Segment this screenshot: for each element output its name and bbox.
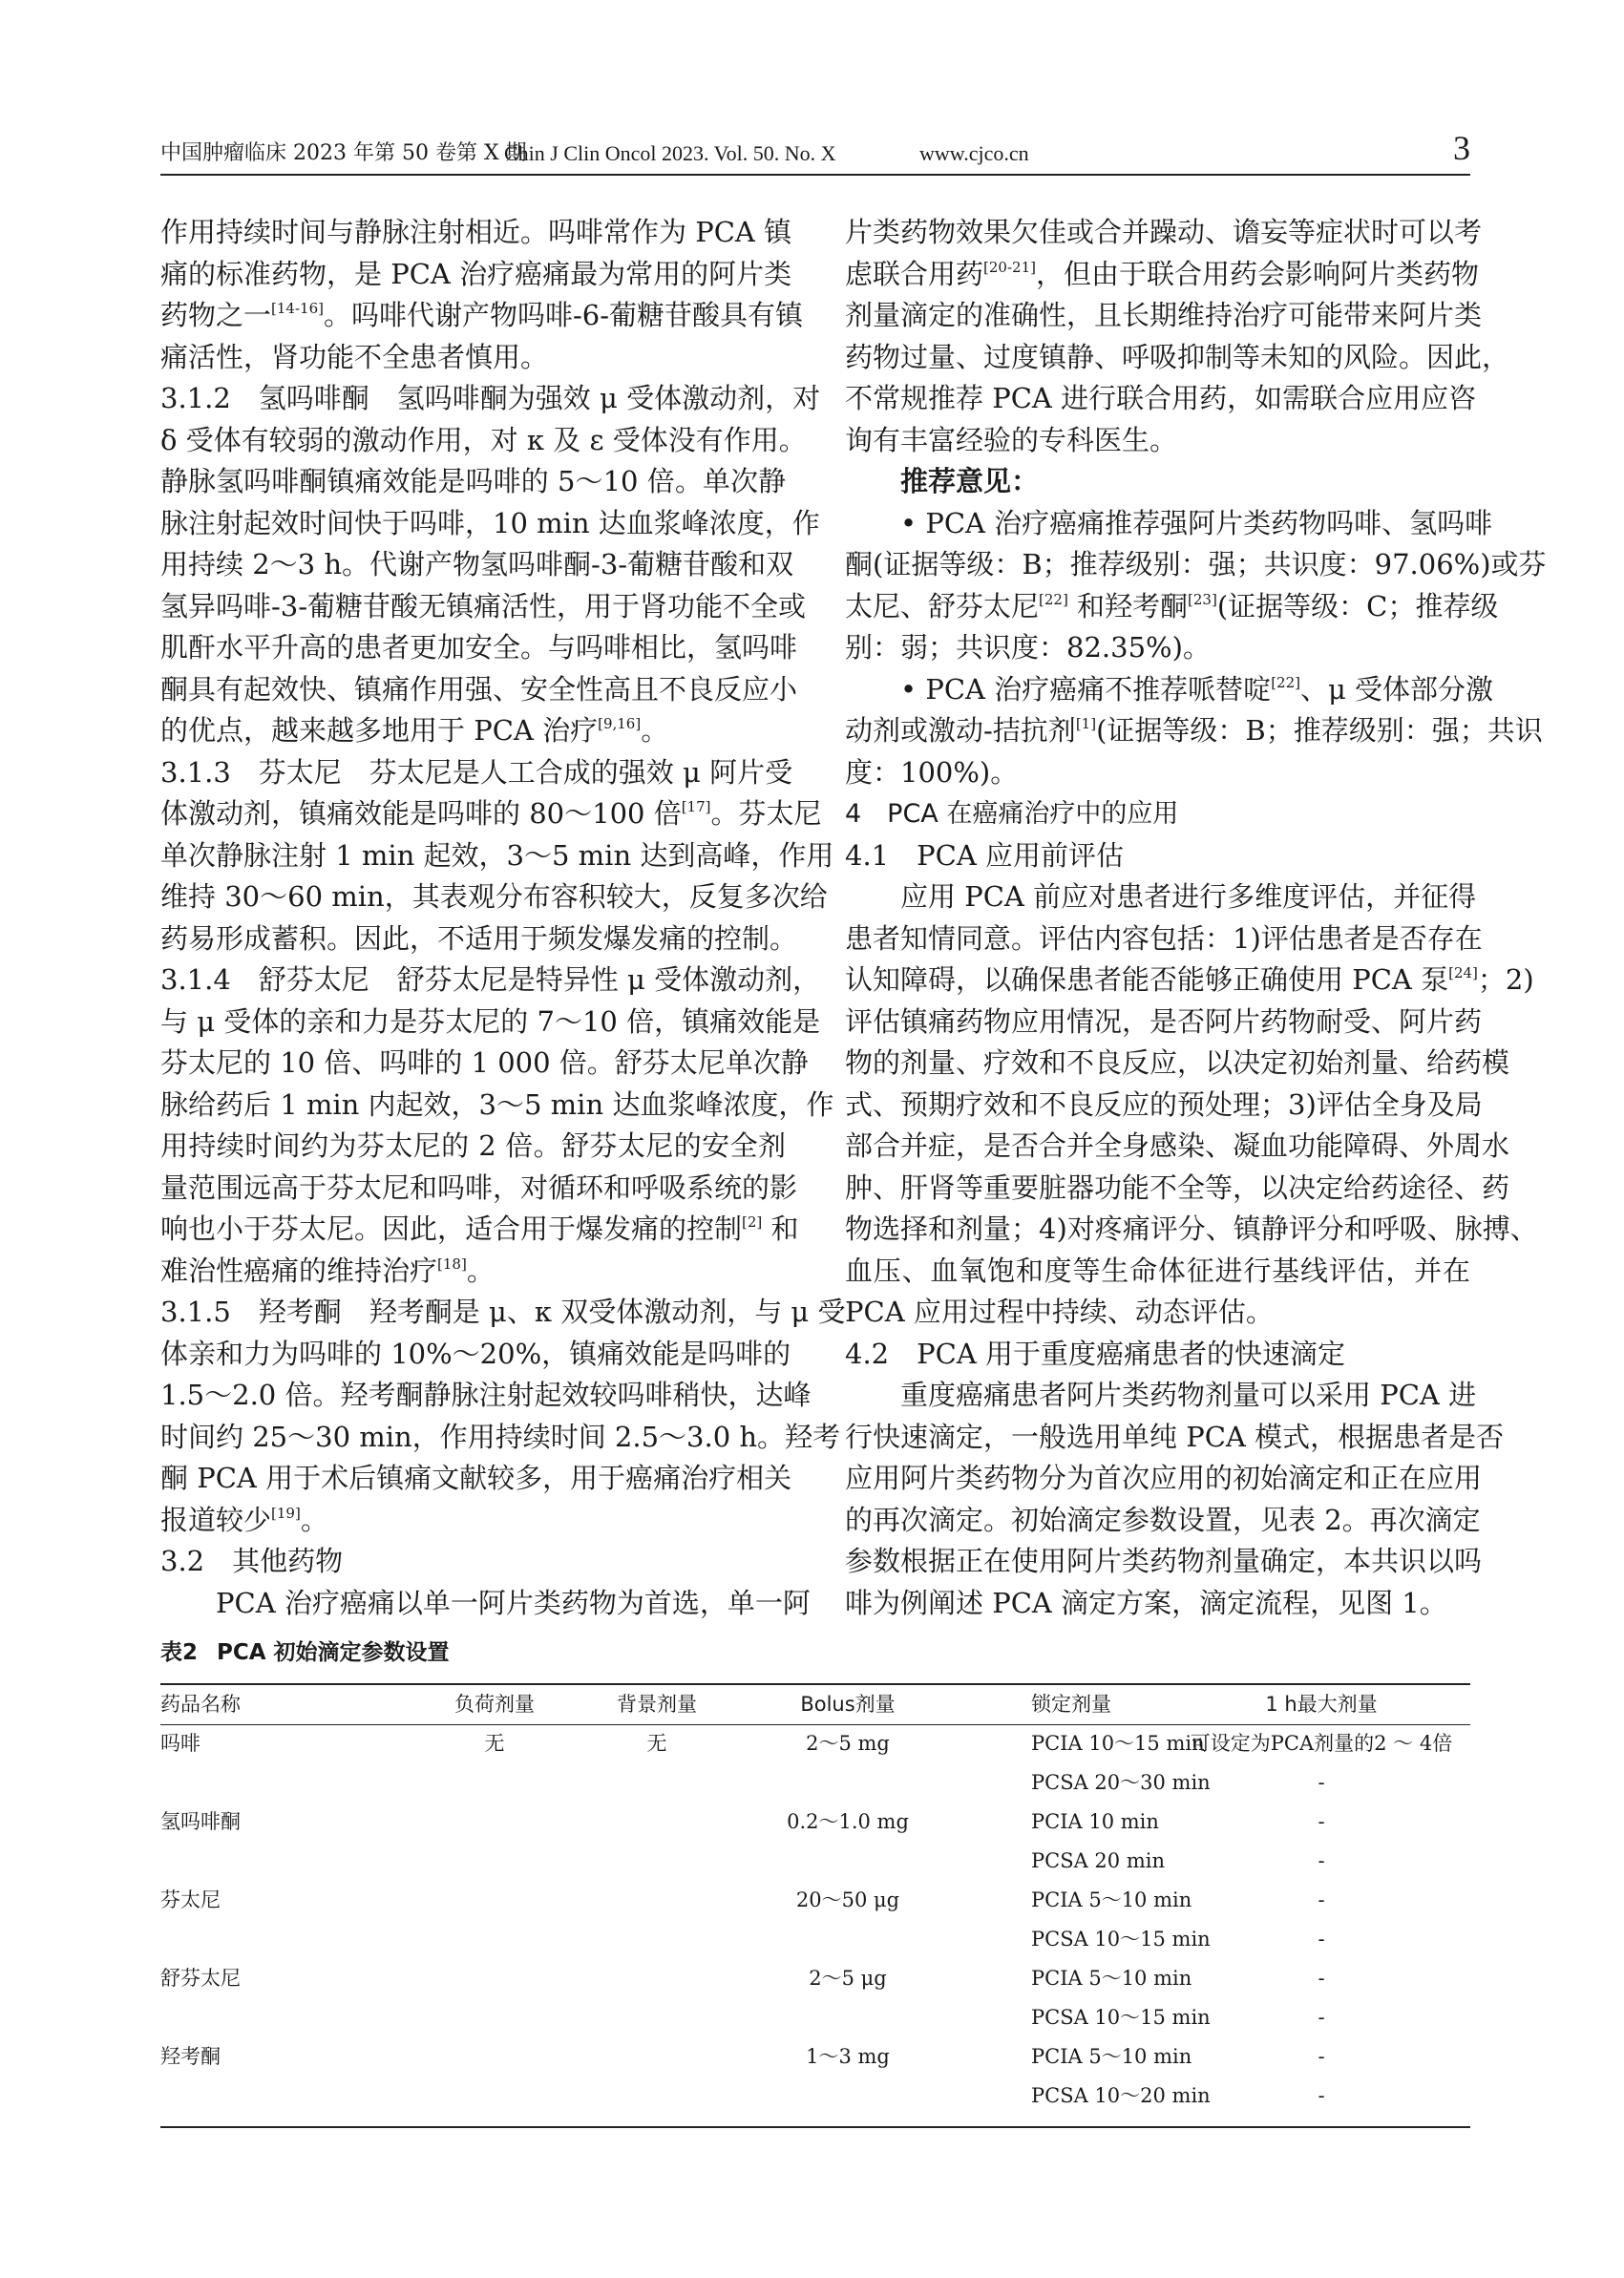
table-cell: PCSA 10～15 min [1031, 1928, 1211, 1951]
table-row [160, 1803, 1470, 1842]
line-text: 的优点，越来越多地用于 PCA 治疗 [160, 714, 599, 747]
text-line [160, 378, 821, 420]
line-text: 量范围远高于芬太尼和吗啡，对循环和呼吸系统的影 [160, 1171, 798, 1204]
citation-ref: [19] [271, 1504, 301, 1522]
line-text: 酮(证据等级：B；推荐级别：强；共识度：97.06%)或芬 [845, 548, 1547, 580]
line-text: 虑联合用药 [845, 257, 984, 290]
line-text: 报道较少 [160, 1503, 272, 1536]
right-column [845, 212, 1547, 1623]
table-cell: - [1318, 1810, 1325, 1833]
text-line [160, 1417, 841, 1459]
journal-title-cn: 中国肿瘤临床 2023 年第 50 卷第 X 期 [160, 141, 527, 165]
table-header-row [160, 1685, 1470, 1724]
column-header: 背景剂量 [617, 1693, 697, 1716]
table-cell: 芬太尼 [160, 1888, 221, 1911]
line-text: 和羟考酮 [1067, 589, 1189, 622]
text-line [160, 1168, 798, 1210]
line-text: PCA 应用过程中持续、动态评估。 [845, 1296, 1274, 1328]
line-text: 氢异吗啡-3-葡糖苷酸无镇痛活性，用于肾功能不全或 [160, 589, 807, 622]
table-cell: PCSA 20～30 min [1031, 1771, 1211, 1794]
text-line [845, 710, 1543, 752]
text-line [845, 503, 1493, 545]
line-text: 肌酐水平升高的患者更加安全。与吗啡相比，氢吗啡 [160, 631, 798, 664]
text-line [845, 378, 1477, 420]
line-text: 。 [466, 1254, 495, 1287]
citation-ref: [14-16] [271, 300, 324, 317]
line-text: 静脉氢吗啡酮镇痛效能是吗啡的 5～10 倍。单次静 [160, 465, 786, 497]
line-text: 应用阿片类药物分为首次应用的初始滴定和正在应用 [845, 1462, 1483, 1494]
text-line [160, 1334, 791, 1376]
table-title: PCA 初始滴定参数设置 [217, 1640, 450, 1665]
text-line [845, 835, 1470, 877]
line-text: 应用 PCA 前应对患者进行多维度评估，并征得 [900, 880, 1477, 913]
table-cell: - [1318, 1849, 1325, 1872]
line-text: 评估镇痛药物应用情况，是否阿片药物耐受、阿片药 [845, 1004, 1483, 1038]
line-text: 3.1.2 氢吗啡酮 氢吗啡酮为强效 μ 受体激动剂，对 [160, 382, 821, 414]
line-text: 血压、血氧饱和度等生命体征进行基线评估，并在 [845, 1254, 1470, 1287]
line-text: 酮 PCA 用于术后镇痛文献较多，用于癌痛治疗相关 [160, 1462, 792, 1494]
text-line [845, 1458, 1483, 1500]
column-header: 负荷剂量 [454, 1693, 535, 1716]
text-line [160, 1458, 792, 1500]
line-text: 1.5～2.0 倍。羟考酮静脉注射起效较吗啡稍快，达峰 [160, 1379, 812, 1411]
line-text: 患者知情同意。评估内容包括：1)评估患者是否存在 [845, 921, 1483, 955]
line-text: 。芬太尼 [710, 797, 822, 830]
table-cell: PCIA 10～15 min [1031, 1732, 1205, 1755]
line-text: PCA 治疗癌痛以单一阿片类药物为首选，单一阿 [216, 1586, 811, 1619]
line-text: • PCA 治疗癌痛推荐强阿片类药物吗啡、氢吗啡 [900, 506, 1493, 539]
text-line [845, 1583, 1470, 1625]
line-text: 药物过量、过度镇静、呼吸抑制等未知的风险。因此， [845, 340, 1510, 373]
text-line [160, 835, 834, 877]
line-text: 认知障碍，以确保患者能否能够正确使用 PCA 泵 [845, 963, 1449, 996]
line-text: 3.1.5 羟考酮 羟考酮是 μ、κ 双受体激动剂，与 μ 受 [160, 1296, 846, 1328]
column-header: 锁定剂量 [1031, 1693, 1111, 1716]
citation-ref: [20-21] [983, 258, 1036, 276]
line-text: 询有丰富经验的专科医生。 [845, 423, 1178, 456]
text-line [160, 461, 786, 503]
text-line [845, 1292, 1470, 1334]
citation-ref: [1] [1075, 715, 1097, 732]
line-text: 3.2 其他药物 [160, 1545, 344, 1577]
header-rule [160, 174, 1470, 176]
line-text: 和 [762, 1213, 799, 1245]
table-row [160, 2037, 1470, 2077]
line-text: 别：弱；共识度：82.35%)。 [845, 631, 1211, 664]
text-line [160, 1292, 846, 1334]
text-line [845, 212, 1483, 254]
line-text: 与 μ 受体的亲和力是芬太尼的 7～10 倍，镇痛效能是 [160, 1004, 821, 1038]
table-row [160, 1842, 1470, 1881]
journal-title-en: Chin J Clin Oncol 2023. Vol. 50. No. X [504, 141, 836, 165]
table-row [160, 1763, 1470, 1803]
line-text: 作用持续时间与静脉注射相近。吗啡常作为 PCA 镇 [160, 216, 792, 248]
text-line [160, 1085, 834, 1127]
text-line [845, 1168, 1510, 1210]
text-line [845, 586, 1499, 628]
text-line [845, 1500, 1481, 1542]
text-line [160, 752, 793, 794]
citation-ref: [22] [1039, 590, 1068, 608]
citation-ref: [23] [1188, 590, 1217, 608]
text-line [845, 669, 1494, 711]
text-line [160, 876, 828, 918]
text-line [845, 1417, 1505, 1459]
table-row [160, 1881, 1470, 1920]
line-text: 酮具有起效快、镇痛作用强、安全性高且不良反应小 [160, 672, 798, 706]
table-cell: PCSA 20 min [1031, 1849, 1165, 1872]
table-cell: - [1318, 2006, 1325, 2029]
line-text: 重度癌痛患者阿片类药物剂量可以采用 PCA 进 [900, 1379, 1477, 1411]
text-line [845, 1334, 1470, 1376]
table-cell: - [1318, 2045, 1325, 2068]
citation-ref: [9,16] [598, 715, 642, 732]
line-text: 时间约 25～30 min，作用持续时间 2.5～3.0 h。羟考 [160, 1420, 841, 1453]
text-line [845, 1251, 1470, 1293]
table-cell: PCIA 5～10 min [1031, 1967, 1192, 1990]
text-line [160, 1583, 811, 1625]
table-caption [160, 1635, 450, 1666]
text-line [160, 1209, 799, 1251]
line-text: 行快速滴定，一般选用单纯 PCA 模式，根据患者是否 [845, 1420, 1505, 1453]
text-line [845, 254, 1479, 296]
line-text: 啡为例阐述 PCA 滴定方案，滴定流程，见图 1。 [845, 1586, 1447, 1619]
line-text: 。 [641, 714, 669, 747]
text-line [845, 1209, 1538, 1251]
text-line [160, 793, 822, 835]
text-line [845, 1541, 1483, 1583]
text-line [845, 461, 1470, 503]
table-cell: PCIA 5～10 min [1031, 2045, 1192, 2068]
table-row [160, 1959, 1470, 1998]
text-line [160, 503, 820, 545]
text-line [845, 876, 1477, 918]
line-text: (证据等级：C；推荐级 [1216, 589, 1499, 622]
column-header: 药品名称 [160, 1693, 241, 1716]
line-text: 3.1.3 芬太尼 芬太尼是人工合成的强效 μ 阿片受 [160, 755, 793, 789]
text-line [845, 1043, 1510, 1085]
line-text: 4.2 PCA 用于重度癌痛患者的快速滴定 [845, 1337, 1345, 1370]
text-line [160, 295, 804, 337]
line-text: 4 PCA 在癌痛治疗中的应用 [845, 799, 1179, 829]
table-cell: 2～5 mg [806, 1732, 890, 1755]
line-text: 。吗啡代谢产物吗啡-6-葡糖苷酸具有镇 [323, 299, 804, 331]
line-text: 用持续 2～3 h。代谢产物氢吗啡酮-3-葡糖苷酸和双 [160, 548, 794, 580]
table-cell: 吗啡 [160, 1732, 200, 1755]
line-text: 痛的标准药物，是 PCA 治疗癌痛最为常用的阿片类 [160, 257, 792, 290]
line-text: 物的剂量、疗效和不良反应，以决定初始剂量、给药模 [845, 1046, 1510, 1079]
table-cell: - [1318, 1888, 1325, 1911]
text-line [160, 544, 794, 586]
line-text: • PCA 治疗癌痛不推荐哌替啶 [900, 672, 1272, 706]
line-text: ；2) [1477, 963, 1534, 996]
text-line [160, 212, 792, 254]
line-text: 用持续时间约为芬太尼的 2 倍。舒芬太尼的安全剂 [160, 1129, 786, 1162]
text-line [160, 1043, 809, 1085]
text-line [160, 1251, 786, 1293]
text-line [845, 1126, 1510, 1168]
table-label: 表2 [160, 1640, 199, 1665]
table-cell: 0.2～1.0 mg [787, 1810, 909, 1833]
table-cell: 羟考酮 [160, 2045, 221, 2068]
text-line [845, 544, 1547, 586]
text-line [845, 793, 1470, 835]
text-line [845, 295, 1483, 337]
text-line [160, 1541, 786, 1583]
table-cell: 无 [646, 1732, 667, 1755]
citation-ref: [22] [1271, 673, 1300, 691]
text-line [160, 627, 798, 669]
text-line [160, 254, 792, 296]
text-line [160, 1375, 812, 1417]
line-text: 体亲和力为吗啡的 10%～20%，镇痛效能是吗啡的 [160, 1337, 791, 1370]
citation-ref: [2] [742, 1213, 763, 1231]
text-line [160, 669, 798, 711]
line-text: 单次静脉注射 1 min 起效，3～5 min 达到高峰，作用 [160, 838, 834, 872]
line-text: 片类药物效果欠佳或合并躁动、谵妄等症状时可以考 [845, 216, 1483, 248]
citation-ref: [24] [1448, 964, 1478, 981]
line-text: 推荐意见： [900, 465, 1040, 497]
text-line [845, 918, 1483, 960]
table-cell: 舒芬太尼 [160, 1967, 241, 1990]
text-line [160, 918, 798, 960]
line-text: 部合并症，是否合并全身感染、凝血功能障碍、外周水 [845, 1129, 1510, 1162]
text-line [160, 337, 786, 379]
line-text: 剂量滴定的准确性，且长期维持治疗可能带来阿片类 [845, 299, 1483, 331]
line-text: 3.1.4 舒芬太尼 舒芬太尼是特异性 μ 受体激动剂， [160, 963, 821, 996]
running-header [160, 129, 1470, 174]
column-header: Bolus剂量 [800, 1693, 896, 1716]
line-text: 芬太尼的 10 倍、吗啡的 1 000 倍。舒芬太尼单次静 [160, 1046, 809, 1079]
text-line [845, 627, 1470, 669]
table-cell: PCSA 10～15 min [1031, 2006, 1211, 2029]
text-line [845, 960, 1534, 1002]
text-line [160, 586, 807, 628]
text-line [160, 710, 786, 752]
line-text: 维持 30～60 min，其表观分布容积较大，反复多次给 [160, 880, 828, 913]
text-line [845, 1375, 1477, 1417]
text-line [845, 420, 1470, 462]
line-text: 不常规推荐 PCA 进行联合用药，如需联合应用应咨 [845, 382, 1477, 414]
table-row [160, 1998, 1470, 2037]
line-text: 痛活性，肾功能不全患者慎用。 [160, 340, 549, 373]
table-cell: - [1318, 1771, 1325, 1794]
citation-ref: [18] [437, 1255, 467, 1273]
text-line [845, 337, 1510, 379]
table-cell: - [1318, 1967, 1325, 1990]
table-cell: - [1318, 2084, 1325, 2107]
column-header: 1 h最大剂量 [1265, 1693, 1378, 1716]
line-text: 、μ 受体部分激 [1299, 672, 1494, 706]
line-text: (证据等级：B；推荐级别：强；共识 [1096, 714, 1543, 747]
table-cell: 氢吗啡酮 [160, 1810, 241, 1833]
line-text: 度：100%)。 [845, 755, 1019, 789]
line-text: 难治性癌痛的维持治疗 [160, 1254, 438, 1287]
text-line [845, 1002, 1483, 1044]
line-text: 太尼、舒芬太尼 [845, 589, 1040, 622]
table-cell: - [1318, 1928, 1325, 1951]
table-cell: PCIA 10 min [1031, 1810, 1159, 1833]
text-line [160, 1126, 786, 1168]
text-line [160, 420, 807, 462]
line-text: 。 [300, 1503, 328, 1536]
page-number: 3 [1453, 129, 1470, 167]
table-cell: 1～3 mg [806, 2045, 890, 2068]
left-column [160, 212, 846, 1623]
table-row [160, 2077, 1470, 2116]
line-text: 4.1 PCA 应用前评估 [845, 838, 1124, 872]
journal-url: www.cjco.cn [919, 141, 1029, 165]
citation-ref: [17] [681, 798, 711, 815]
line-text: 式、预期疗效和不良反应的预处理；3)评估全身及局 [845, 1087, 1483, 1121]
line-text: 肿、肝肾等重要脏器功能不全等，以决定给药途径、药 [845, 1171, 1510, 1204]
line-text: 脉注射起效时间快于吗啡，10 min 达血浆峰浓度，作 [160, 506, 820, 539]
text-line [845, 1085, 1483, 1127]
line-text: 物选择和剂量；4)对疼痛评分、镇静评分和呼吸、脉搏、 [845, 1213, 1538, 1245]
table-cell: 2～5 μg [809, 1967, 887, 1990]
table-bottom-rule [160, 2126, 1470, 2128]
table-cell: 可设定为PCA剂量的2 ～ 4倍 [1190, 1732, 1453, 1755]
line-text: ，但由于联合用药会影响阿片类药物 [1035, 257, 1479, 290]
text-line [160, 1002, 821, 1044]
table-cell: 无 [484, 1732, 505, 1755]
text-line [845, 752, 1470, 794]
table-cell: PCIA 5～10 min [1031, 1888, 1192, 1911]
text-line [160, 1500, 786, 1542]
table-row [160, 1920, 1470, 1959]
text-line [160, 960, 821, 1002]
line-text: 响也小于芬太尼。因此，适合用于爆发痛的控制 [160, 1213, 743, 1245]
line-text: 体激动剂，镇痛效能是吗啡的 80～100 倍 [160, 797, 682, 830]
line-text: 参数根据正在使用阿片类药物剂量确定，本共识以吗 [845, 1545, 1483, 1577]
line-text: 药物之一 [160, 299, 272, 331]
table-cell: 20～50 μg [795, 1888, 900, 1911]
line-text: 的再次滴定。初始滴定参数设置，见表 2。再次滴定 [845, 1503, 1481, 1536]
line-text: δ 受体有较弱的激动作用，对 κ 及 ε 受体没有作用。 [160, 423, 807, 456]
line-text: 动剂或激动-拮抗剂 [845, 714, 1076, 747]
table-row [160, 1724, 1470, 1763]
line-text: 脉给药后 1 min 内起效，3～5 min 达血浆峰浓度，作 [160, 1087, 834, 1121]
table-cell: PCSA 10～20 min [1031, 2084, 1211, 2107]
line-text: 药易形成蓄积。因此，不适用于频发爆发痛的控制。 [160, 921, 798, 955]
